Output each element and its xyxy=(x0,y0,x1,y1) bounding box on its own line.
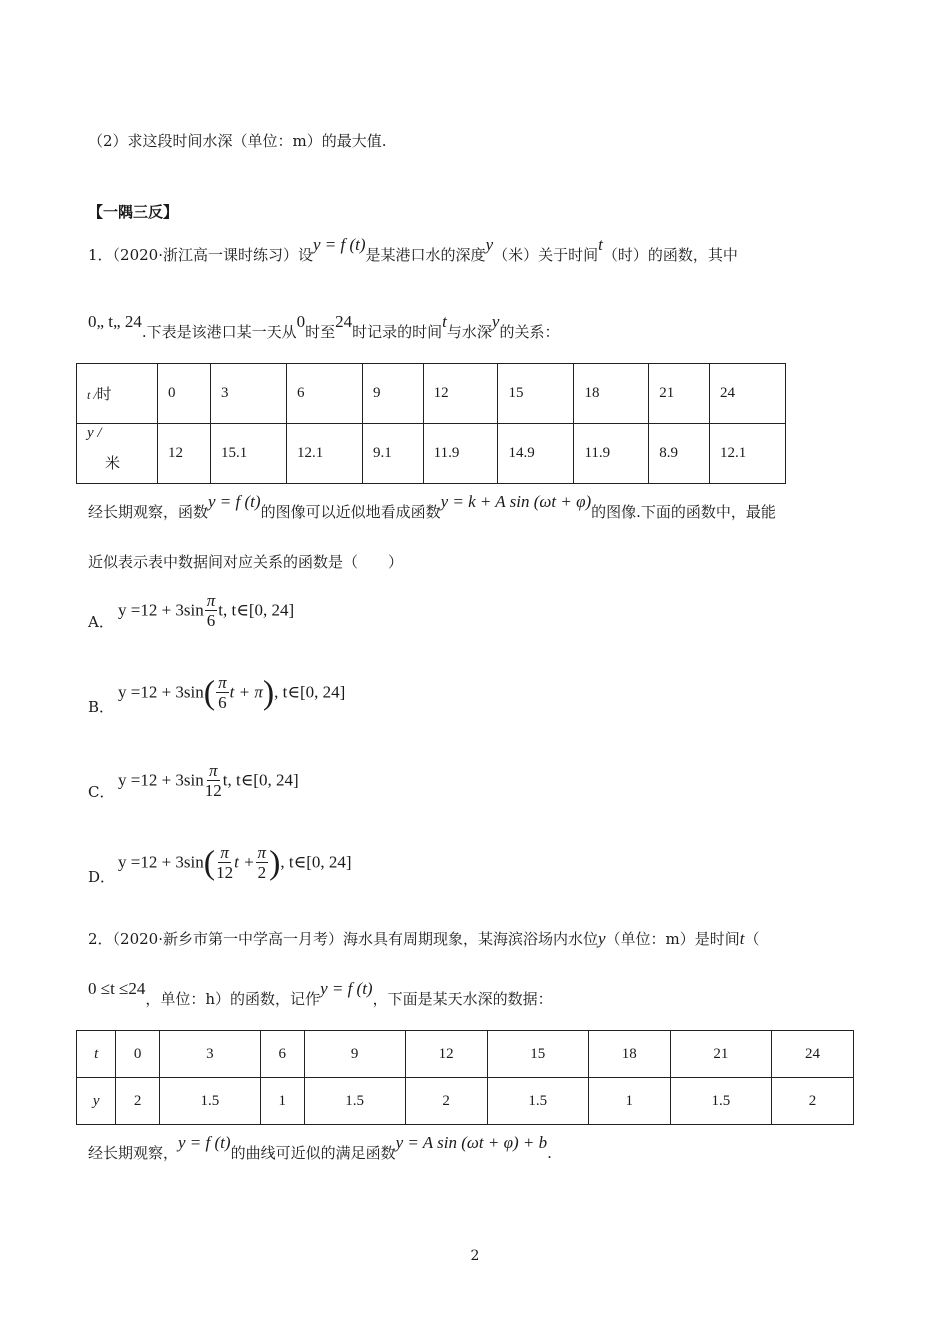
table-cell: 12.1 xyxy=(286,424,362,484)
problem2-obs-a: 经长期观察， xyxy=(88,1144,179,1162)
table-cell: 21 xyxy=(670,1031,771,1078)
problem2-obs-end: . xyxy=(547,1144,552,1162)
table-cell: 9 xyxy=(304,1031,405,1078)
problem1-var-y-2: y xyxy=(491,312,500,331)
option-c-formula[interactable]: y =12 + 3sin $\frac{\pi}{12}$ t, t∈[0, 24] xyxy=(118,761,299,800)
table-cell: 1.5 xyxy=(304,1078,405,1125)
problem1-number: 1． xyxy=(88,246,113,264)
table-cell: 8.9 xyxy=(649,424,710,484)
table-cell: 1 xyxy=(261,1078,305,1125)
table-cell: 1.5 xyxy=(487,1078,588,1125)
problem1-twentyfour: 24 xyxy=(335,312,353,331)
option-a-formula[interactable]: y =12 + 3sin $\frac{\pi}{6}$ t, t∈[0, 24] xyxy=(118,591,295,630)
table-cell: 1.5 xyxy=(159,1078,260,1125)
table-cell: 18 xyxy=(588,1031,670,1078)
problem1-zero: 0 xyxy=(296,312,306,331)
water-level-table xyxy=(76,1030,854,1125)
problem2-text-e: ，下面是某天水深的数据： xyxy=(372,990,553,1008)
problem1-var-t-2: t xyxy=(442,312,447,331)
table-cell: 1.5 xyxy=(670,1078,771,1125)
problem1-text-b: （米）关于时间 xyxy=(493,246,599,264)
option-c-label[interactable]: C． xyxy=(88,783,115,801)
table-cell: 12 xyxy=(405,1031,487,1078)
table-cell: 1 xyxy=(588,1078,670,1125)
observation-func: y = f (t) xyxy=(208,492,261,511)
problem1-line2 xyxy=(88,312,560,342)
option-d-label[interactable]: D． xyxy=(88,868,116,886)
problem2-line2 xyxy=(88,979,553,1009)
problem1-line1 xyxy=(88,235,738,265)
table-cell: 12.1 xyxy=(709,424,785,484)
table-cell: 18 xyxy=(574,364,649,424)
table-row-t xyxy=(77,364,786,424)
table-row-t xyxy=(77,1031,854,1078)
problem2-obs-model: y = A sin (ωt + φ) + b xyxy=(395,1133,548,1152)
table-cell: 12 xyxy=(423,364,498,424)
problem1-text-g: 与水深 xyxy=(446,323,492,341)
problem2-line1 xyxy=(88,928,760,949)
problem1-observation xyxy=(88,492,776,522)
table-cell: 9 xyxy=(362,364,423,424)
problem2-var-t: t xyxy=(739,929,745,948)
problem2-obs-func: y = f (t) xyxy=(178,1133,231,1152)
table-header-t: t /时 xyxy=(77,364,158,424)
option-b-formula[interactable]: y =12 + 3sin( $\frac{\pi}{6}$ t + π), t∈[0, 24] xyxy=(118,673,346,712)
problem1-text-c: （时）的函数，其中 xyxy=(602,246,738,264)
table-cell: 15.1 xyxy=(211,424,287,484)
table-cell: 3 xyxy=(159,1031,260,1078)
section-title: 【一隅三反】 xyxy=(88,203,179,221)
problem2-text-a: （2020·新乡市第一中学高一月考）海水具有周期现象，某海滨浴场内水位 xyxy=(112,930,598,948)
problem1-text-f: 时记录的时间 xyxy=(352,323,443,341)
observation-model: y = k + A sin (ωt + φ) xyxy=(440,492,592,511)
table-header-y: y / 米 xyxy=(77,424,158,484)
problem1-text-d: .下表是该港口某一天从 xyxy=(141,323,297,341)
table-row-y xyxy=(77,424,786,484)
table-cell: 6 xyxy=(261,1031,305,1078)
problem2-text-c: （ xyxy=(744,930,760,948)
table-header-t: t xyxy=(77,1031,116,1078)
problem1-source: （2020·浙江高一课时练习）设 xyxy=(112,246,313,264)
option-b-label[interactable]: B． xyxy=(88,698,115,716)
observation-text-b: 的图像可以近似地看成函数 xyxy=(260,503,441,521)
observation-text-c: 的图像.下面的函数中，最能 xyxy=(591,503,776,521)
problem2-number: 2． xyxy=(88,930,113,948)
observation-text-a: 经长期观察，函数 xyxy=(88,503,209,521)
problem2-var-y: y xyxy=(598,929,606,948)
problem1-range: 0„ t„ 24 xyxy=(88,312,142,331)
table-header-y: y xyxy=(77,1078,116,1125)
problem1-question: 近似表示表中数据间对应关系的函数是（ ） xyxy=(88,553,404,571)
table-cell: 2 xyxy=(771,1078,853,1125)
table-cell: 9.1 xyxy=(362,424,423,484)
table-cell: 21 xyxy=(649,364,710,424)
table-cell: 15 xyxy=(498,364,574,424)
table-cell: 2 xyxy=(405,1078,487,1125)
table-cell: 14.9 xyxy=(498,424,574,484)
table-cell: 2 xyxy=(116,1078,160,1125)
problem1-text-h: 的关系： xyxy=(499,323,560,341)
page-number: 2 xyxy=(470,1248,480,1264)
problem2-text-d: ，单位：h）的函数，记作 xyxy=(145,990,321,1008)
table-cell: 12 xyxy=(158,424,211,484)
table-cell: 15 xyxy=(487,1031,588,1078)
option-a-label[interactable]: A． xyxy=(88,613,114,631)
table-cell: 11.9 xyxy=(574,424,649,484)
table-cell: 3 xyxy=(211,364,287,424)
table-cell: 24 xyxy=(709,364,785,424)
problem1-var-y: y xyxy=(485,235,494,254)
table-row-y xyxy=(77,1078,854,1125)
problem1-var-t: t xyxy=(598,235,603,254)
table-cell: 24 xyxy=(771,1031,853,1078)
problem1-func: y = f (t) xyxy=(313,235,366,254)
table-cell: 0 xyxy=(158,364,211,424)
problem2-obs-b: 的曲线可近似的满足函数 xyxy=(230,1144,396,1162)
problem2-range: 0 ≤t ≤24 xyxy=(88,979,146,998)
table-cell: 11.9 xyxy=(423,424,498,484)
problem2-observation xyxy=(88,1133,552,1163)
problem1-text-a: 是某港口水的深度 xyxy=(365,246,486,264)
option-d-formula[interactable]: y =12 + 3sin( $\frac{\pi}{12}$ t + $\frac{\pi}{2}$ ), t∈[0, 24] xyxy=(118,843,352,882)
table-cell: 0 xyxy=(116,1031,160,1078)
problem2-func: y = f (t) xyxy=(320,979,373,998)
problem2-text-b: （单位：m）是时间 xyxy=(605,930,740,948)
problem1-text-e: 时至 xyxy=(305,323,336,341)
depth-table xyxy=(76,363,786,484)
table-cell: 6 xyxy=(286,364,362,424)
q2-subquestion: （2）求这段时间水深（单位：m）的最大值. xyxy=(88,132,387,150)
